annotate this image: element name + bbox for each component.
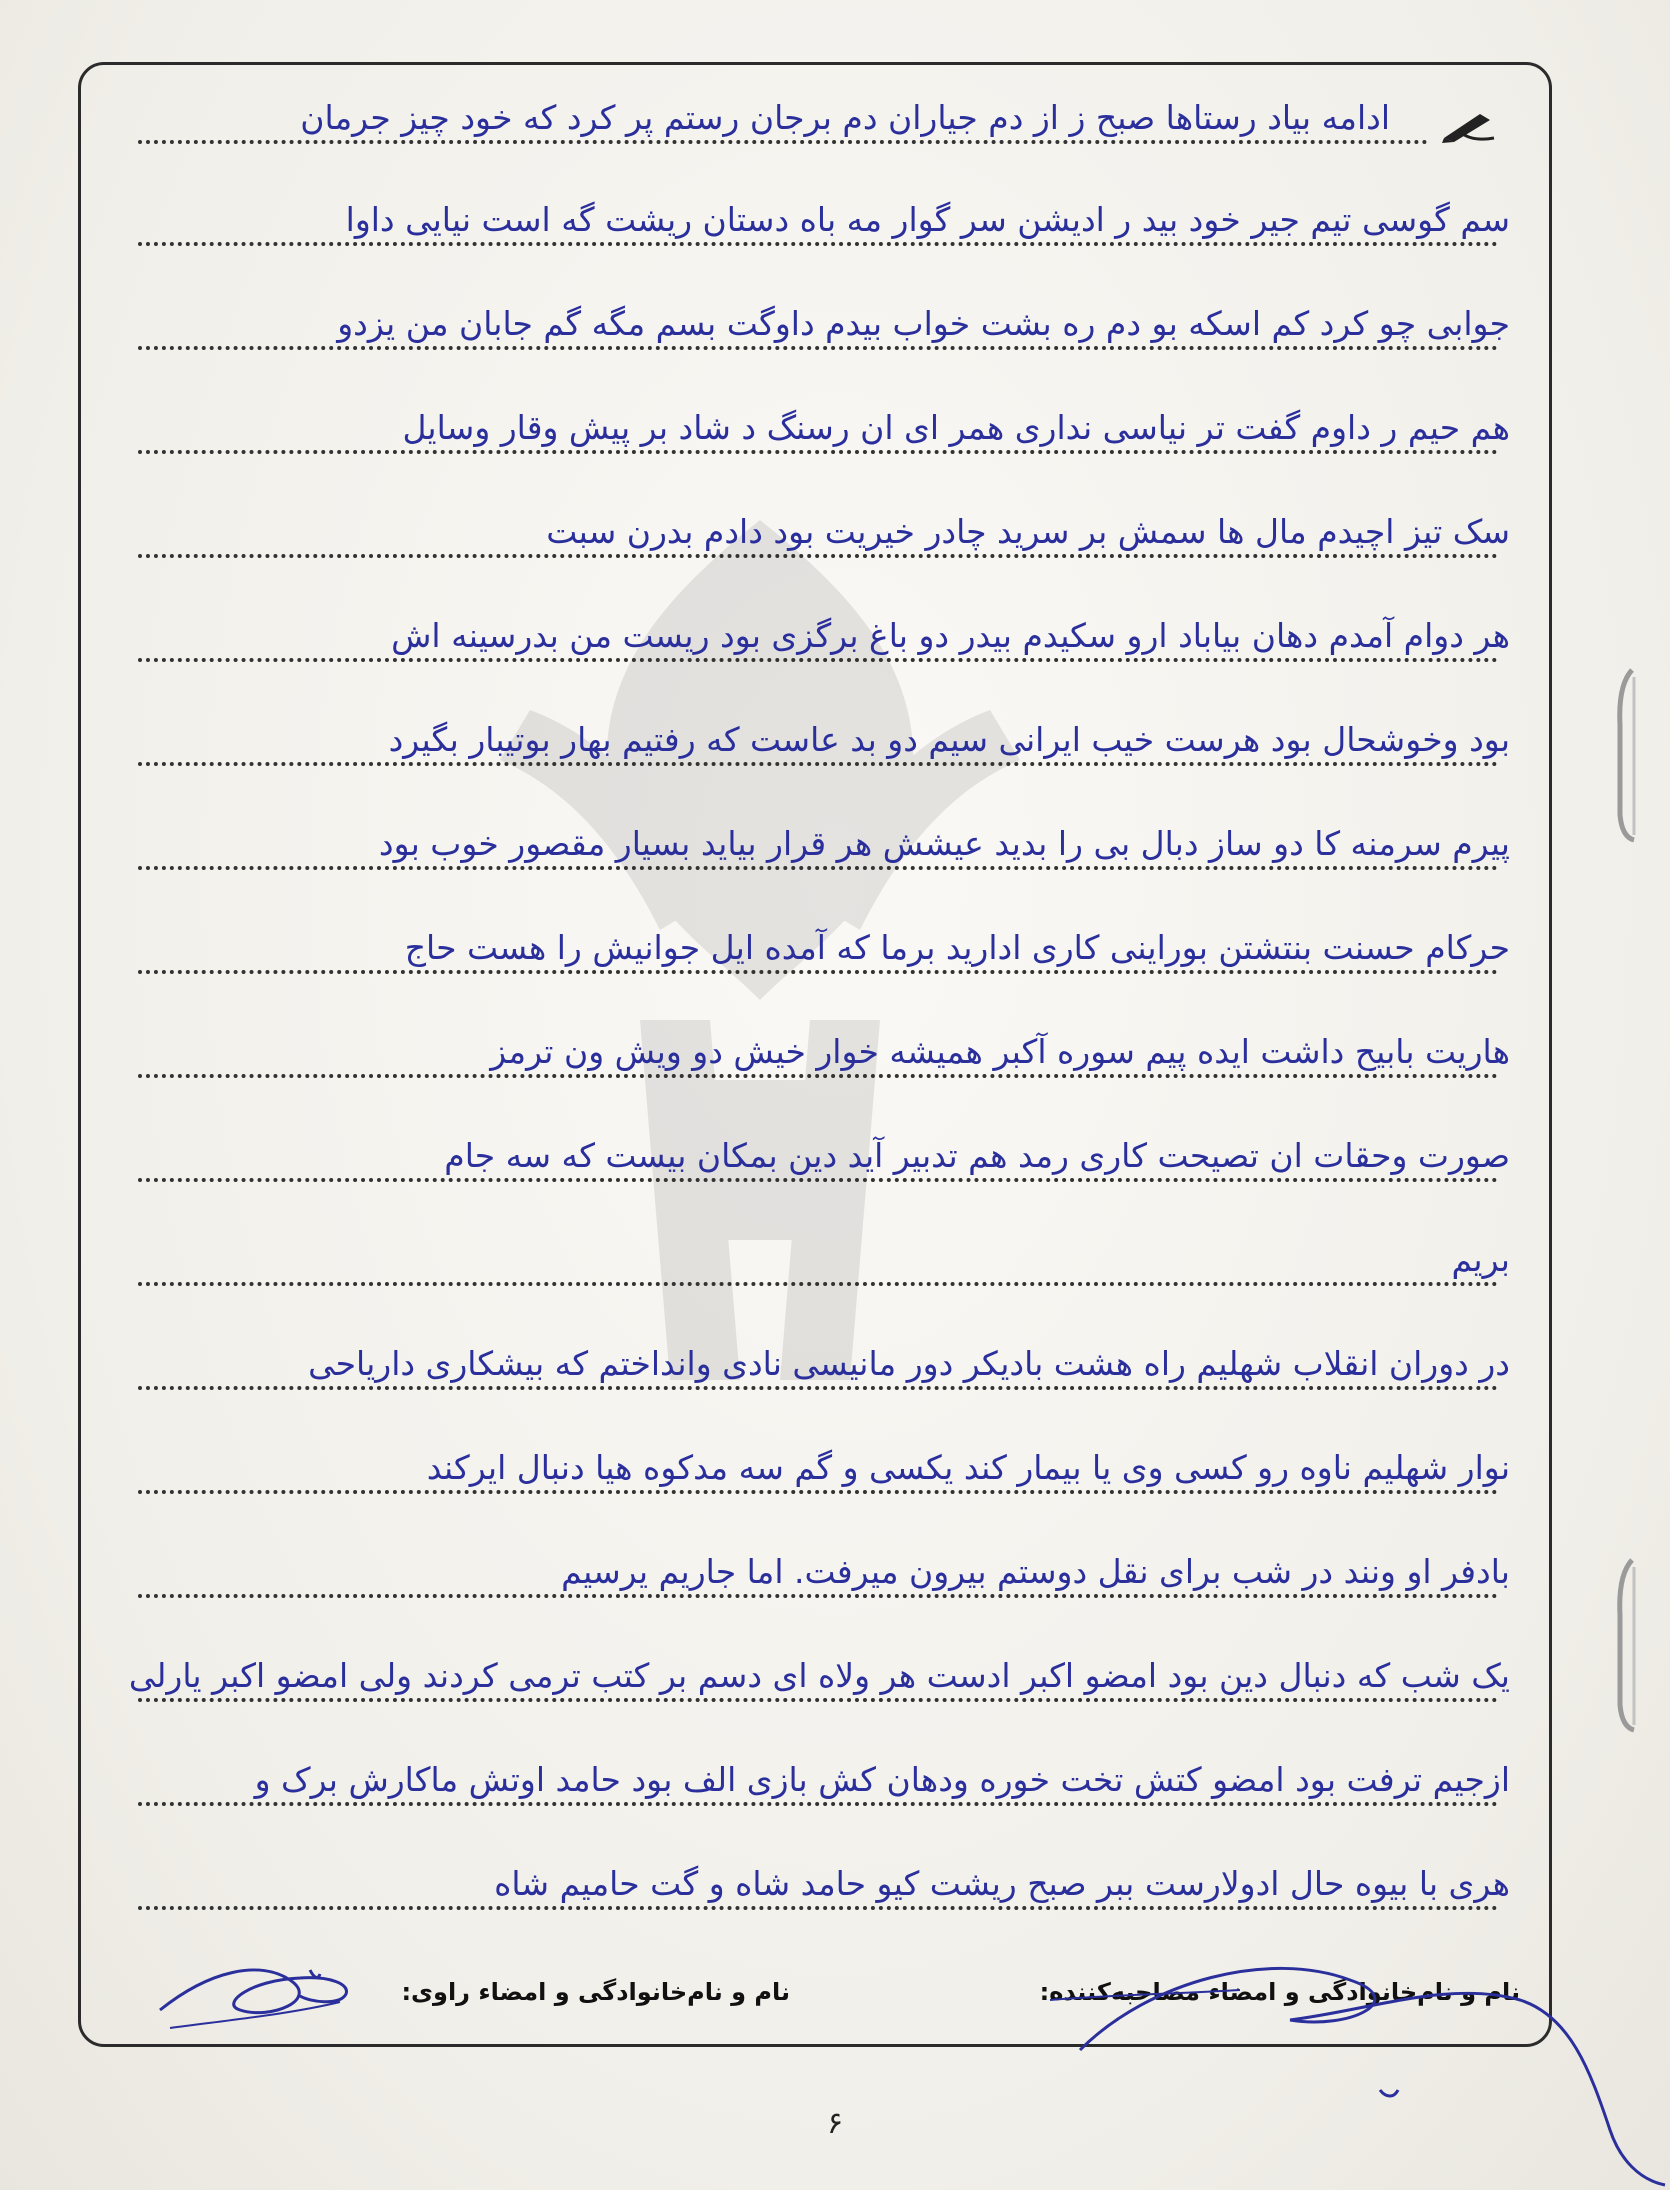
handwritten-line-11: صورت وحقات ان تصیحت کاری رمد هم تدبیر آید دین بمکان بیست که سه جام: [444, 1136, 1510, 1175]
dotted-line: [138, 1074, 1498, 1078]
handwritten-line-5: سک تیز اچیدم مال ها سمش بر سرید چادر خیریت بود دادم بدرن سبت: [546, 512, 1510, 551]
interviewer-signature: [1050, 1940, 1670, 2190]
handwritten-line-10: هاریت بابیح داشت ایده پیم سوره آکبر همیشه خوار خیش دو ویش ون ترمز: [490, 1032, 1510, 1071]
dotted-line: [138, 1386, 1498, 1390]
handwritten-line-6: هر دوام آمدم دهان بیاباد ارو سکیدم بیدر دو باغ برگزی بود ریست من بدرسینه اش: [391, 616, 1510, 655]
dotted-line: [138, 450, 1498, 454]
page-number: ۶: [827, 2106, 844, 2141]
interviewer-signature-label: نام و نام‌خانوادگی و امضاء مصاحبه‌کننده:: [1039, 1978, 1520, 2006]
handwritten-line-18: هری با بیوه حال ادولارست ببر صبح ریشت کیو حامد شاه و گت حامیم شاه: [494, 1864, 1510, 1903]
dotted-line: [138, 1906, 1498, 1910]
handwritten-line-1: ادامه بیاد رستاها صبح ز از دم جیاران دم برجان رستم پر کرد که خود چیز جرمان: [300, 98, 1390, 137]
dotted-line: [138, 658, 1498, 662]
dotted-line: [138, 1490, 1498, 1494]
handwritten-line-7: بود وخوشحال بود هرست خیب ایرانی سیم دو بد عاست که رفتیم بهار بوتیبار بگیرد: [388, 720, 1510, 759]
narrator-signature-label: نام و نام‌خانوادگی و امضاء راوی:: [401, 1978, 790, 2006]
dotted-line: [138, 1282, 1498, 1286]
handwritten-line-4: هم حیم ر داوم گفت تر نیاسی نداری همر ای ان رسنگ د شاد بر پیش وقار وسایل: [402, 408, 1510, 447]
narrator-signature: [150, 1950, 360, 2040]
dotted-line: [138, 140, 1428, 144]
dotted-line: [138, 346, 1498, 350]
handwritten-line-15: بادفر او ونند در شب برای نقل دوستم بیرون میرفت. اما جاریم یرسیم: [561, 1552, 1510, 1591]
handwritten-line-9: حرکام حسنت بنتشتن بوراینی کاری ادارید برما که آمده ایل جوانیش را هست حاج: [404, 928, 1510, 967]
dotted-line: [138, 242, 1498, 246]
handwritten-line-3: جوابی چو کرد کم اسکه بو دم ره بشت خواب بیدم داوگت بسم مگه گم جابان من یزدو: [337, 304, 1510, 343]
dotted-line: [138, 1802, 1498, 1806]
dotted-line: [138, 1698, 1498, 1702]
dotted-line: [138, 1178, 1498, 1182]
handwritten-line-2: سم گوسی تیم جیر خود بید ر ادیشن سر گوار مه باه دستان ریشت گه است نیایی داوا: [345, 200, 1510, 239]
dotted-line: [138, 970, 1498, 974]
dotted-line: [138, 762, 1498, 766]
handwritten-line-14: نوار شهلیم ناوه رو کسی وی یا بیمار کند یکسی و گم سه مدکوه هیا دنبال ایرکند: [426, 1448, 1510, 1487]
dotted-line: [138, 866, 1498, 870]
dotted-line: [138, 1594, 1498, 1598]
handwritten-line-16: یک شب که دنبال دین بود امضو اکبر ادست هر ولاه ای دسم بر کتب ترمی کردند ولی امضو اکبر یارلی: [128, 1656, 1510, 1695]
handwritten-line-13: در دوران انقلاب شهلیم راه هشت بادیکر دور مانیسی نادی وانداختم که بیشکاری داریاحی: [308, 1344, 1510, 1383]
handwritten-line-12: بریم: [1451, 1240, 1510, 1279]
dotted-line: [138, 554, 1498, 558]
handwritten-line-17: ازجیم ترفت بود امضو کتش تخت خوره ودهان کش بازی الف بود حامد اوتش ماکارش برک و: [254, 1760, 1510, 1799]
handwritten-line-8: پیرم سرمنه کا دو ساز دبال بی را بدید عیشش هر قرار بیاید بسیار مقصور خوب بود: [378, 824, 1510, 863]
